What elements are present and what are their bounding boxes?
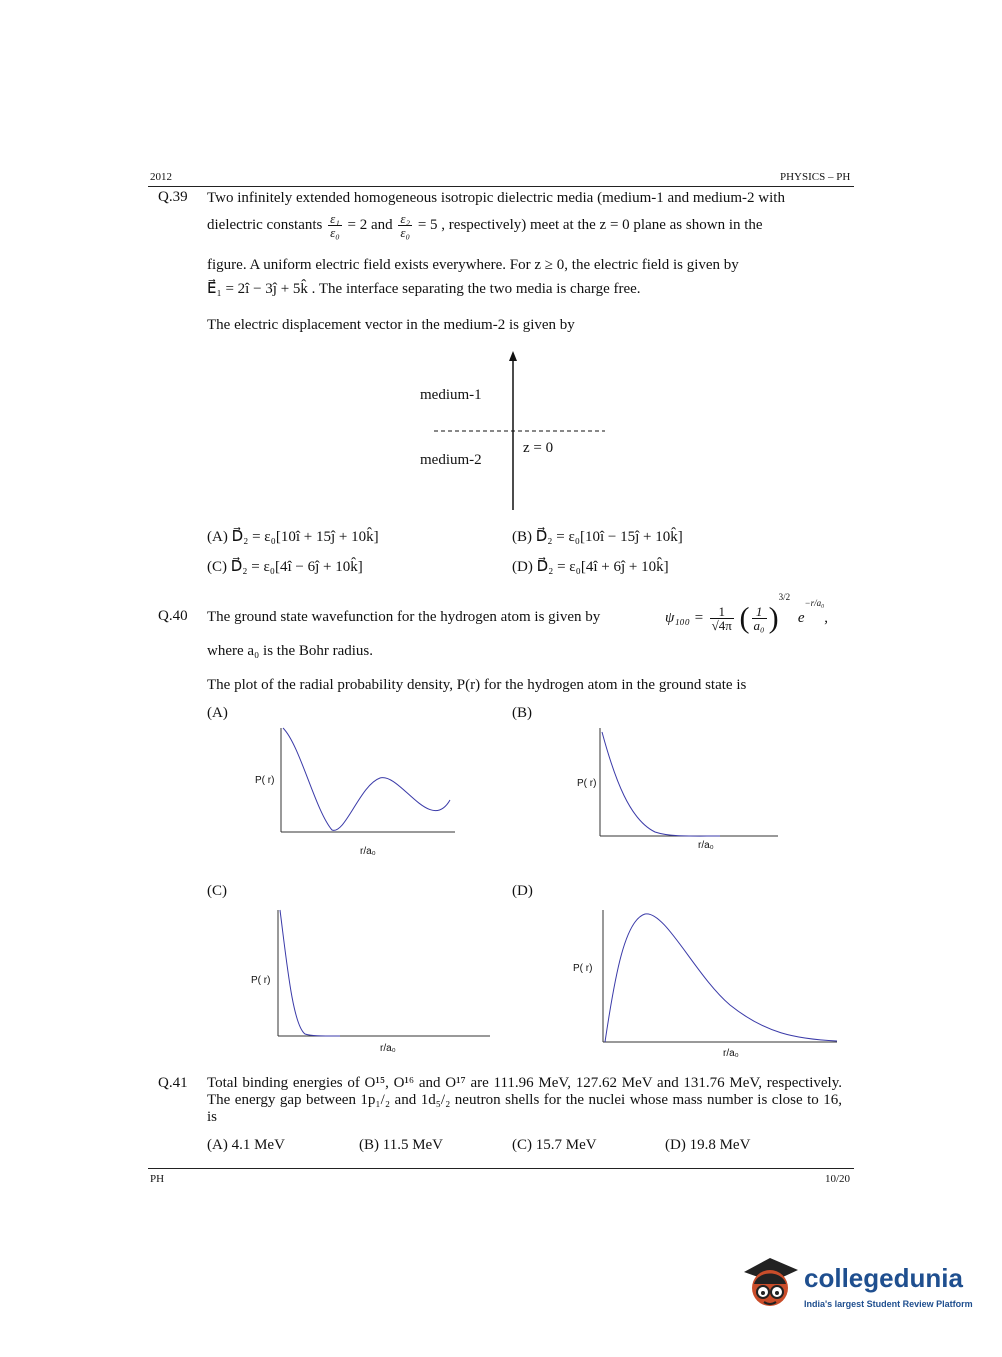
header-subject: PHYSICS – PH — [780, 171, 851, 183]
plot-b-curve — [602, 732, 720, 836]
medium2-label: medium-2 — [420, 452, 482, 468]
q39-option-c: (C) D⃗₂ = ε₀[4î − 6ĵ + 10k̂] — [207, 559, 363, 575]
plot-d-label: (D) — [512, 883, 533, 899]
wf-frac2-num: 1 — [752, 605, 767, 619]
q41-text: Total binding energies of O¹⁵, O¹⁶ and O¹⁷ are 111.96 MeV, 127.62 MeV and 131.76 MeV, respectively. The energy gap between 1p₁/₂ and 1d₅/₂ neutron shells for the nuclei whose mass number is close to 16, is — [207, 1075, 842, 1125]
wf-exp: e — [797, 610, 805, 627]
plot-b-label: (B) — [512, 705, 532, 721]
q39-number: Q.39 — [158, 189, 188, 205]
q39-and: and — [371, 216, 393, 233]
plot-a-curve — [283, 728, 450, 830]
wf-comma: , — [824, 610, 828, 627]
q40-wavefunction — [665, 592, 828, 638]
q39-line4: E⃗₁ = 2î − 3ĵ + 5k̂ . The interface separating the two media is charge free. — [207, 281, 641, 297]
q40-prompt: The plot of the radial probability density, P(r) for the hydrogen atom in the ground state is — [207, 677, 747, 693]
q39-line2-pre: dielectric constants — [207, 216, 323, 233]
frac2-den: ε₀ — [400, 225, 411, 240]
q39-option-b: (B) D⃗₂ = ε₀[10î − 15ĵ + 10k̂] — [512, 529, 683, 545]
frac1-num: ε₁ — [330, 211, 340, 226]
q39-figure — [400, 345, 620, 515]
q41-number: Q.41 — [158, 1075, 188, 1091]
medium1-label: medium-1 — [420, 387, 482, 403]
plot-b-xlabel: r/a₀ — [698, 840, 714, 851]
plot-c-xlabel: r/a₀ — [380, 1043, 396, 1054]
plot-c-ylabel: P( r) — [251, 975, 271, 986]
q39-line1: Two infinitely extended homogeneous isotropic dielectric media (medium-1 and medium-2 with — [207, 190, 785, 206]
psi-symbol: ψ₁₀₀ = — [665, 610, 704, 627]
q40-line2: where a₀ is the Bohr radius. — [207, 643, 374, 659]
collegedunia-mascot-icon — [740, 1248, 802, 1320]
logo-name: collegedunia — [804, 1263, 963, 1293]
q39-eq1: = 2 — [347, 216, 368, 233]
paren-open: ( — [739, 601, 750, 635]
q39-line2-post: = 5 , respectively) meet at the z = 0 plane as shown in the — [417, 216, 763, 233]
plot-d — [565, 905, 840, 1065]
q41-option-b: (B) 11.5 MeV — [359, 1137, 444, 1153]
q40-line1: The ground state wavefunction for the hydrogen atom is given by — [207, 609, 601, 625]
wf-frac1-num: 1 — [710, 605, 734, 619]
footer-code: PH — [150, 1173, 165, 1185]
plot-a-ylabel: P( r) — [255, 775, 275, 786]
wf-exp-power: −r/a₀ — [804, 598, 825, 608]
q39-line3: figure. A uniform electric field exists everywhere. For z ≥ 0, the electric field is given by — [207, 257, 739, 273]
wf-frac1-den: √4π — [711, 618, 732, 634]
frac2-num: ε₂ — [400, 211, 411, 226]
frac1-den: ε₀ — [330, 225, 340, 240]
q39-frac1 — [328, 212, 342, 239]
paren-close: ) — [768, 601, 779, 635]
header-rule — [148, 186, 854, 187]
plot-c-curve — [280, 910, 340, 1036]
plot-d-curve — [605, 914, 837, 1042]
plot-a-label: (A) — [207, 705, 228, 721]
plane-label: z = 0 — [523, 440, 554, 456]
q39-frac2 — [398, 212, 412, 239]
plot-b — [570, 720, 785, 860]
z-axis-arrow-icon — [509, 351, 517, 361]
footer-rule — [148, 1168, 854, 1169]
plot-c — [245, 905, 495, 1055]
q41-option-c: (C) 15.7 MeV — [512, 1137, 597, 1153]
logo-tagline: India's largest Student Review Platform — [804, 1299, 973, 1309]
q41-option-a: (A) 4.1 MeV — [207, 1137, 285, 1153]
plot-b-ylabel: P( r) — [577, 778, 597, 789]
wf-frac2 — [752, 605, 767, 632]
footer-page: 10/20 — [825, 1173, 851, 1185]
q39-line2 — [207, 212, 842, 246]
plot-d-ylabel: P( r) — [573, 963, 593, 974]
plot-a — [250, 720, 465, 865]
q39-option-a: (A) D⃗₂ = ε₀[10î + 15ĵ + 10k̂] — [207, 529, 379, 545]
wf-frac1 — [710, 605, 734, 632]
plot-a-xlabel: r/a₀ — [360, 846, 376, 857]
wf-power: 3/2 — [778, 592, 791, 602]
plot-d-xlabel: r/a₀ — [723, 1048, 739, 1059]
header-year: 2012 — [150, 171, 172, 183]
q41-option-d: (D) 19.8 MeV — [665, 1137, 751, 1153]
wf-frac2-den: a₀ — [753, 618, 765, 634]
q39-option-d: (D) D⃗₂ = ε₀[4î + 6ĵ + 10k̂] — [512, 559, 669, 575]
q40-number: Q.40 — [158, 608, 188, 624]
q39-prompt: The electric displacement vector in the medium-2 is given by — [207, 317, 575, 333]
plot-c-label: (C) — [207, 883, 227, 899]
